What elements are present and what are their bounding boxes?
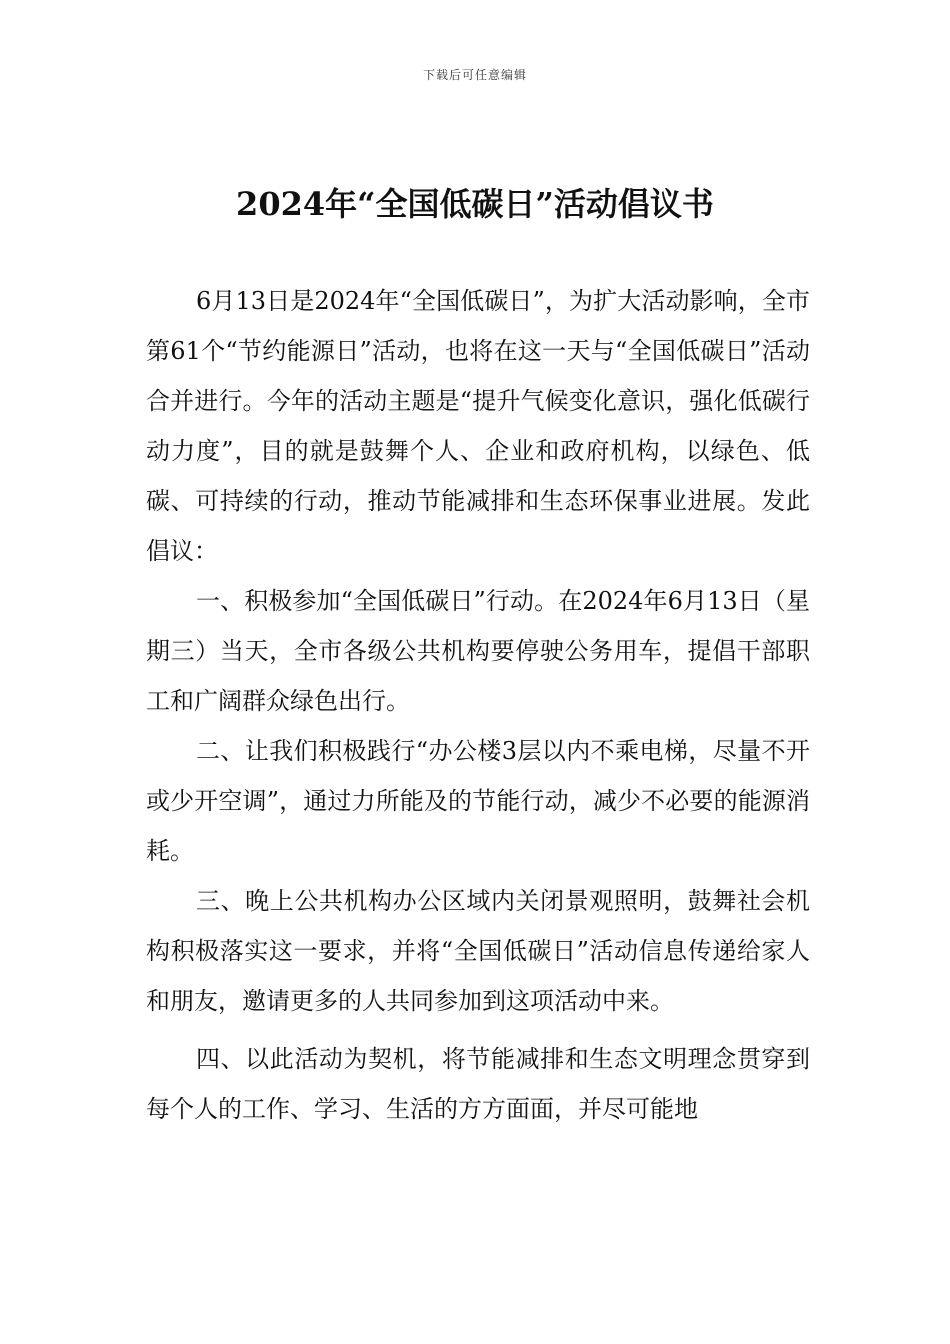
- header-note: 下载后可任意编辑: [422, 68, 527, 82]
- document-body: [146, 276, 810, 1134]
- document-title: 2024年“全国低碳日”活动倡议书: [236, 185, 714, 223]
- paragraph-intro: 6月13日是2024年“全国低碳日”，为扩大活动影响，全市第61个“节约能源日”活动，也将在这一天与“全国低碳日”活动合并进行。今年的活动主题是“提升气候变化意识，强化低碳行动力度”，目的就是鼓舞个人、企业和政府机构，以绿色、低碳、可持续的行动，推动节能减排和生态环保事业进展。发此倡议：: [146, 287, 810, 565]
- paragraph-item-2: 二、让我们积极践行“办公楼3层以内不乘电梯，尽量不开或少开空调”，通过力所能及的节能行动，减少不必要的能源消耗。: [146, 737, 810, 865]
- paragraph-item-3: 三、晚上公共机构办公区域内关闭景观照明，鼓舞社会机构积极落实这一要求，并将“全国低碳日”活动信息传递给家人和朋友，邀请更多的人共同参加到这项活动中来。: [146, 887, 810, 1015]
- paragraph-item-1: 一、积极参加“全国低碳日”行动。在2024年6月13日（星期三）当天，全市各级公共机构要停驶公务用车，提倡干部职工和广阔群众绿色出行。: [146, 587, 810, 715]
- paragraph-item-4: 四、以此活动为契机，将节能减排和生态文明理念贯穿到每个人的工作、学习、生活的方方面面，并尽可能地: [146, 1045, 810, 1123]
